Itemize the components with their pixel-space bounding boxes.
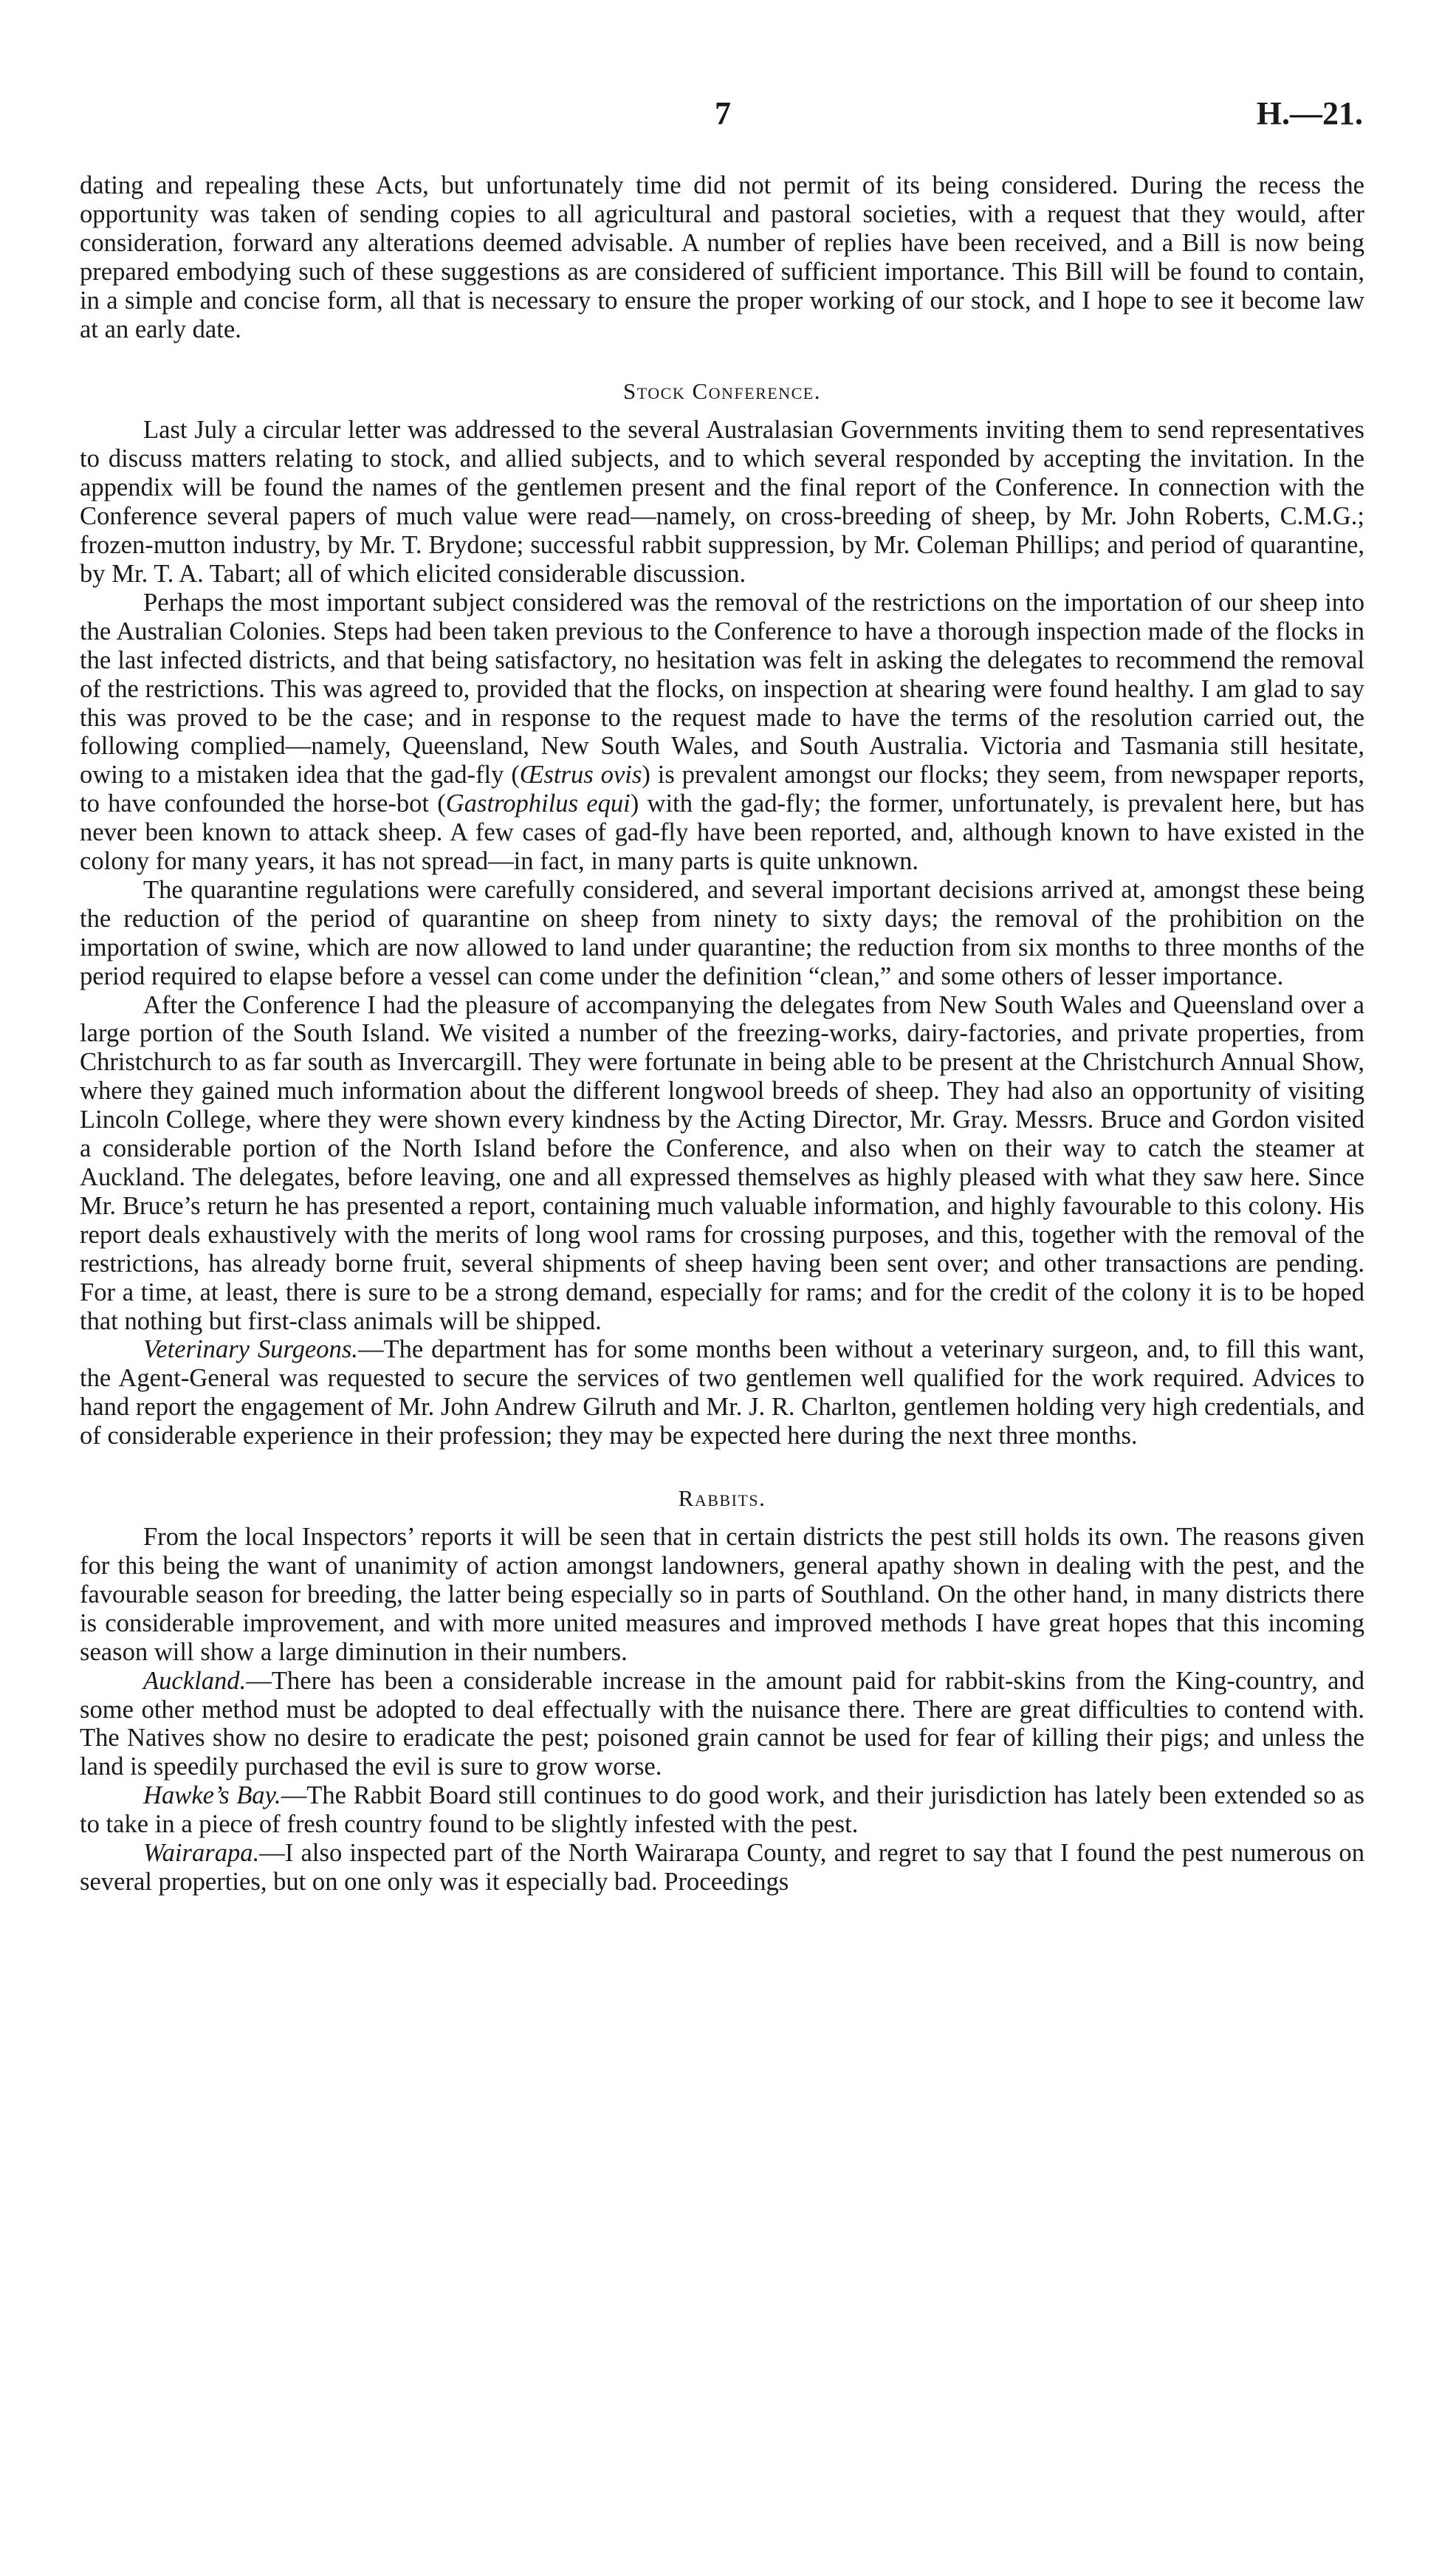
intro-paragraph: dating and repealing these Acts, but unfortunately time did not permit of its being considered. During the recess the opportunity was taken of sending copies to all agricultural and pastoral societies, with a request that they would, after consideration, forward any alterations deemed advisable. A number of replies have been received, and a Bill is now being prepared embodying such of these suggestions as are considered of sufficient importance. This Bill will be found to contain, in a simple and concise form, all that is necessary to ensure the proper working of our stock, and I hope to see it become law at an early date. [80, 171, 1364, 343]
hawkes-bay-text: —The Rabbit Board still continues to do good work, and their jurisdiction has lately been extended so as to take in a piece of fresh country found to be slightly infested with the pest. [80, 1781, 1364, 1839]
wairarapa-label: Wairarapa. [143, 1839, 260, 1868]
section-heading-stock-conference: Stock Conference. [623, 378, 821, 405]
section-heading-rabbits: Rabbits. [678, 1485, 766, 1512]
page-header [80, 95, 1363, 139]
veterinary-label: Veterinary Surgeons. [143, 1335, 358, 1364]
hawkes-bay-label: Hawke’s Bay. [143, 1781, 281, 1810]
stock-paragraph-1: Last July a circular letter was addressed to the several Australasian Governments inviting them to send representatives to discuss matters relating to stock, and allied subjects, and to which several responded by accepting the invitation. In the appendix will be found the names of the gentlemen present and the final report of the Conference. In connection with the Conference several papers of much value were read—namely, on cross-breeding of sheep, by Mr. John Roberts, C.M.G.; frozen-mutton industry, by Mr. T. Brydone; successful rabbit suppression, by Mr. Coleman Phillips; and period of quarantine, by Mr. T. A. Tabart; all of which elicited considerable discussion. [80, 416, 1364, 588]
rabbits-paragraph-1: From the local Inspectors’ reports it will be seen that in certain districts the pest still holds its own. The reasons given for this being the want of unanimity of action amongst landowners, general apathy shown in dealing with the pest, and the favourable season for breeding, the latter being especially so in parts of Southland. On the other hand, in many districts there is considerable improvement, and with more united measures and improved methods I have great hopes that this incoming season will show a large diminution in their numbers. [80, 1523, 1364, 1666]
species-name-gastrophilus: Gastrophilus equi [445, 789, 631, 818]
stock-paragraph-2 [80, 589, 1364, 876]
document-reference: H.—21. [1256, 95, 1363, 131]
stock-paragraph-4: After the Conference I had the pleasure of accompanying the delegates from New South Wales and Queensland over a large portion of the South Island. We visited a number of the freezing-works, dairy-factories, and private properties, from Christchurch to as far south as Invercargill. They were fortunate in being able to be present at the Christchurch Annual Show, where they gained much information about the different longwool breeds of sheep. They had also an opportunity of visiting Lincoln College, where they were shown every kindness by the Acting Director, Mr. Gray. Messrs. Bruce and Gordon visited a considerable portion of the North Island before the Conference, and also when on their way to catch the steamer at Auckland. The delegates, before leaving, one and all expressed themselves as highly pleased with what they saw here. Since Mr. Bruce’s return he has presented a report, containing much valuable information, and highly favourable to this colony. His report deals exhaustively with the merits of long wool rams for crossing purposes, and this, together with the removal of the restrictions, has already borne fruit, several shipments of sheep having been sent over; and other transactions are pending. For a time, at least, there is sure to be a strong demand, especially for rams; and for the credit of the colony it is to be hoped that nothing but first-class animals will be shipped. [80, 990, 1364, 1335]
stock-paragraph-2-part-c: ) with the gad-fly; the former, unfortunately, is prevalent here, but has never been known to attack sheep. A few cases of gad-fly have been reported, and, although known to have existed in the colony for many years, it has not spread—in fact, in many parts is quite unknown. [80, 789, 1365, 876]
auckland-label: Auckland. [143, 1666, 247, 1695]
auckland-paragraph [80, 1667, 1364, 1782]
stock-paragraph-2-part-a: Perhaps the most important subject considered was the removal of the restrictions on the importation of our sheep into the Australian Colonies. Steps had been taken previous to the Conference to have a thorough inspection made of the flocks in the last infected districts, and that being satisfactory, no hesitation was felt in asking the delegates to recommend the removal of the restrictions. This was agreed to, provided that the flocks, on inspection at shearing were found healthy. I am glad to say this was proved to be the case; and in response to the request made to have the terms of the resolution carried out, the following complied—namely, Queensland, New South Wales, and South Australia. Victoria and Tasmania still hesitate, owing to a mistaken idea that the gad-fly ( [80, 588, 1364, 789]
veterinary-paragraph [80, 1335, 1364, 1450]
wairarapa-text: —I also inspected part of the North Wairarapa County, and regret to say that I found the pest numerous on several properties, but on one only was it especially bad. Proceedings [80, 1839, 1364, 1896]
document-body [80, 171, 1364, 1897]
wairarapa-paragraph [80, 1839, 1364, 1897]
hawkes-bay-paragraph [80, 1781, 1364, 1839]
veterinary-text: —The department has for some months been without a veterinary surgeon, and, to fill this want, the Agent-General was requested to secure the services of two gentlemen well qualified for the work required. Advices to hand report the engagement of Mr. John Andrew Gilruth and Mr. J. R. Charlton, gentlemen holding very high credentials, and of considerable experience in their profession; they may be expected here during the next three months. [80, 1335, 1365, 1450]
stock-paragraph-3: The quarantine regulations were carefully considered, and several important decisions arrived at, amongst these being the reduction of the period of quarantine on sheep from ninety to sixty days; the removal of the prohibition on the importation of swine, which are now allowed to land under quarantine; the reduction from six months to three months of the period required to elapse before a vessel can come under the definition “clean,” and some others of lesser importance. [80, 875, 1364, 990]
auckland-text: —There has been a considerable increase in the amount paid for rabbit-skins from the King-country, and some other method must be adopted to deal effectually with the nuisance there. There are great difficulties to contend with. The Natives show no desire to eradicate the pest; poisoned grain cannot be used for fear of killing their pigs; and unless the land is speedily purchased the evil is sure to grow worse. [80, 1666, 1364, 1781]
species-name-oestrus: Œstrus ovis [519, 761, 642, 789]
stock-paragraph-2-part-b: ) is prevalent amongst our flocks; they seem, from newspaper reports, to have confounded the horse-bot ( [80, 761, 1364, 818]
page-number: 7 [715, 95, 731, 131]
